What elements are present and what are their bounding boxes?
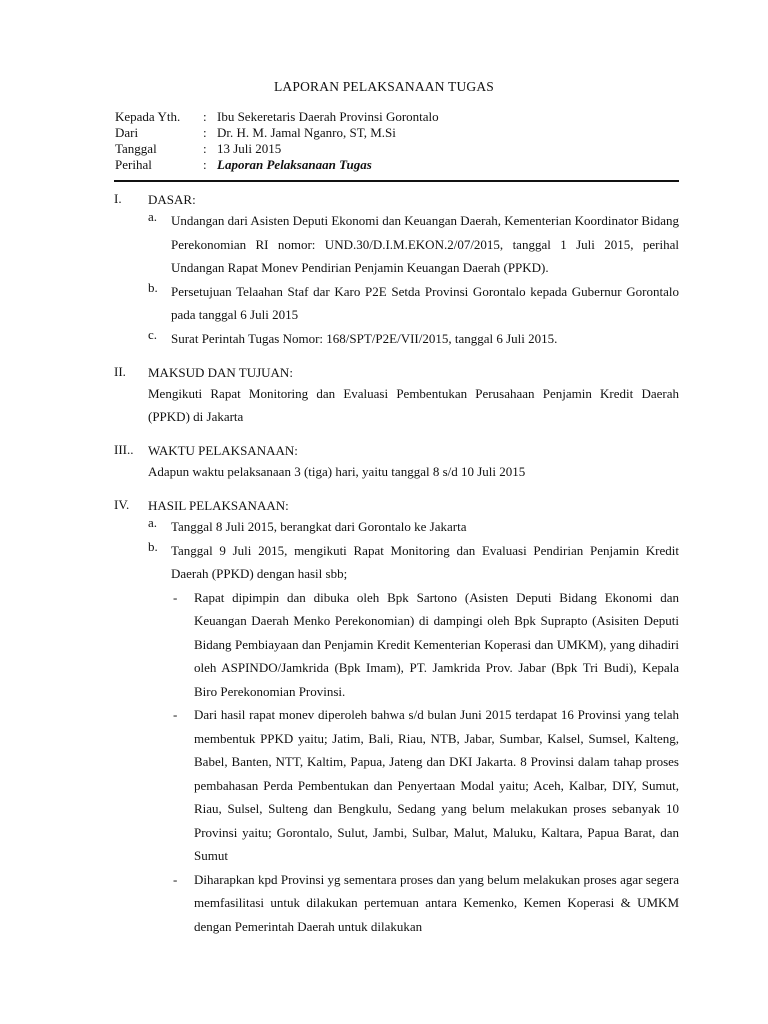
section-heading: DASAR: (148, 192, 196, 207)
header-colon: : (203, 157, 207, 172)
header-label: Perihal (115, 157, 152, 172)
section-dasar (114, 191, 679, 350)
bullet-text: Diharapkan kpd Provinsi yg sementara proses dan yang belum melakukan proses agar segera memfasilitasi untuk dilakukan pertemuan antara Kemenko, Kemen Koperasi & UMKM dengan Pemerintah Daerah untuk dilakukan (194, 871, 679, 934)
header-divider (114, 180, 679, 182)
section-number: III.. (114, 442, 134, 457)
bullet-text: Dari hasil rapat monev diperoleh bahwa s/d bulan Juni 2015 terdapat 16 Provinsi yang telah membentuk PPKD yaitu; Jatim, Bali, Riau, NTB, Jabar, Sumbar, Kalsel, Sumsel, Kalteng, Babel, Banten, NTT, Kaltim, Papua, Jateng dan DKI Jakarta. 8 Provinsi dalam tahap proses pembahasan Perda Pembentukan dan Penyertaan Modal yaitu; Aceh, Kalbar, DIY, Sumut, Riau, Sulsel, Sulteng dan Bengkulu, Sedang yang belum melakukan proses sebanyak 10 Provinsi yaitu; Gorontalo, Sulut, Jambi, Sulbar, Malut, Maluku, Kaltara, Papua Barat, dan Sumut (194, 707, 679, 863)
header-value: Dr. H. M. Jamal Nganro, ST, M.Si (217, 125, 396, 140)
section-number: IV. (114, 497, 130, 512)
header-row-date (115, 141, 439, 157)
section-heading: MAKSUD DAN TUJUAN: (148, 365, 293, 380)
bullet-point (171, 586, 679, 704)
bullet-point (171, 868, 679, 939)
list-item (148, 280, 679, 327)
header-value: 13 Juli 2015 (217, 141, 282, 156)
report-body (114, 191, 679, 938)
item-text: Tanggal 9 Juli 2015, mengikuti Rapat Monitoring dan Evaluasi Pendirian Penjamin Kredit Daerah (PPKD) dengan hasil sbb; (171, 542, 679, 581)
item-text: Tanggal 8 Juli 2015, berangkat dari Gorontalo ke Jakarta (171, 519, 467, 534)
header-colon: : (203, 125, 207, 140)
bullet-dash: - (173, 707, 178, 722)
header-row-sender (115, 125, 439, 141)
bullet-point (171, 703, 679, 868)
list-item (148, 539, 679, 939)
section-maksud (114, 364, 679, 428)
section-waktu (114, 442, 679, 483)
header-row-subject (115, 157, 439, 173)
item-text: Persetujuan Telaahan Staf dar Karo P2E Setda Provinsi Gorontalo kepada Gubernur Gorontalo pada tanggal 6 Juli 2015 (171, 283, 679, 322)
section-heading: WAKTU PELAKSANAAN: (148, 443, 298, 458)
header-value: Laporan Pelaksanaan Tugas (217, 157, 372, 172)
list-item (148, 327, 679, 351)
header-label: Tanggal (115, 141, 157, 156)
section-number: II. (114, 364, 126, 379)
item-label: a. (148, 209, 158, 224)
list-item (148, 515, 679, 539)
section-number: I. (114, 191, 122, 206)
section-hasil (114, 497, 679, 938)
header-colon: : (203, 141, 207, 156)
list-item (148, 209, 679, 280)
header-row-recipient (115, 109, 439, 125)
header-label: Kepada Yth. (115, 109, 181, 124)
header-value: Ibu Sekeretaris Daerah Provinsi Gorontalo (217, 109, 439, 124)
item-label: b. (148, 279, 158, 295)
item-text: Surat Perintah Tugas Nomor: 168/SPT/P2E/VII/2015, tanggal 6 Juli 2015. (171, 330, 558, 346)
bullet-dash: - (173, 871, 178, 887)
section-text: Adapun waktu pelaksanaan 3 (tiga) hari, yaitu tanggal 8 s/d 10 Juli 2015 (148, 464, 526, 479)
item-label: c. (148, 326, 158, 342)
header-label: Dari (115, 125, 139, 140)
header-colon: : (203, 109, 207, 124)
letter-header (115, 109, 439, 173)
document-title: LAPORAN PELAKSANAAN TUGAS (273, 79, 495, 94)
section-text: Mengikuti Rapat Monitoring dan Evaluasi Pembentukan Perusahaan Penjamin Kredit Daerah (PPKD) di Jakarta (148, 386, 679, 424)
item-label: b. (148, 538, 158, 554)
bullet-text: Rapat dipimpin dan dibuka oleh Bpk Sartono (Asisten Deputi Bidang Ekonomi dan Keuangan Daerah Menko Perekonomian) di dampingi oleh Bpk Suprapto (Asisiten Deputi Bidang Pembiayaan dan Penjamin Kredit Kementerian Koperasi dan UMKM), yang dihadiri oleh ASPINDO/Jamkrida (Bpk Imam), PT. Jamkrida Prov. Jabar (Bpk Tri Budi), Kepala Biro Perekonomian Provinsi. (194, 589, 679, 699)
section-heading: HASIL PELAKSANAAN: (148, 498, 289, 513)
item-label: a. (148, 515, 158, 530)
item-text: Undangan dari Asisten Deputi Ekonomi dan Keuangan Daerah, Kementerian Koordinator Bidang Perekonomian RI nomor: UND.30/D.I.M.EKON.2/07/2015, tanggal 1 Juli 2015, perihal Undangan Rapat Monev Pendirian Penjamin Keuangan Daerah (PPKD). (171, 213, 679, 275)
bullet-dash: - (173, 589, 178, 605)
